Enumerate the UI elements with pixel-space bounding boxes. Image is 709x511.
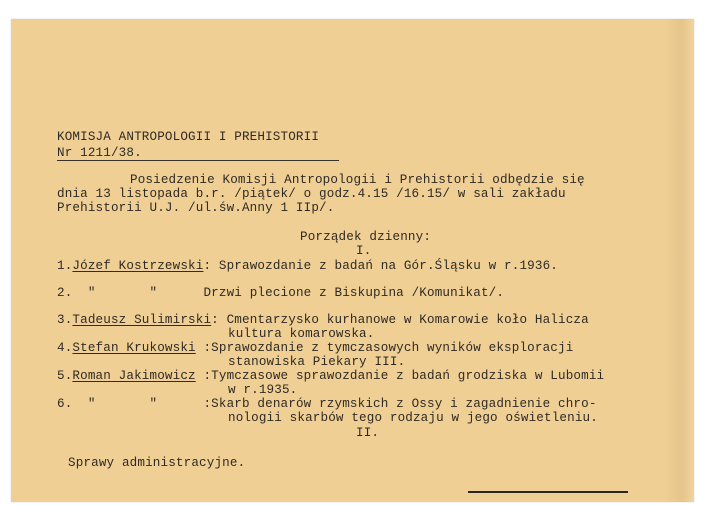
item-number: 3. bbox=[57, 313, 73, 327]
item-separator: : bbox=[211, 313, 227, 327]
item-separator: : bbox=[195, 369, 212, 383]
item-number: 1. bbox=[57, 259, 73, 273]
paper-fold-shadow bbox=[664, 19, 694, 502]
item-text-continuation: w r.1935. bbox=[228, 383, 298, 397]
item-text: Sprawozdanie z tymczasowych wyników eksploracji bbox=[211, 341, 574, 355]
item-number: 2. bbox=[57, 286, 73, 300]
item-separator: : bbox=[203, 259, 219, 273]
commission-title: KOMISJA ANTROPOLOGII I PREHISTORII bbox=[57, 130, 320, 144]
item-text: Cmentarzysko kurhanowe w Komarowie koło Halicza bbox=[226, 313, 589, 327]
item-text-continuation: kultura komarowska. bbox=[228, 327, 375, 341]
bottom-rule bbox=[468, 491, 628, 493]
item-text: Skarb denarów rzymskich z Ossy i zagadnienie chro- bbox=[211, 397, 597, 411]
section-one-numeral: I. bbox=[356, 244, 372, 258]
item-author: Józef Kostrzewski bbox=[72, 259, 204, 273]
item-text: Sprawozdanie z badań na Gór.Śląsku w r.1936. bbox=[218, 259, 559, 273]
agenda-item bbox=[57, 397, 597, 411]
section-two-numeral: II. bbox=[356, 426, 380, 440]
item-author: Tadeusz Sulimirski bbox=[72, 313, 212, 327]
intro-line-3: Prehistorii U.J. /ul.św.Anny 1 IIp/. bbox=[57, 201, 335, 215]
agenda-item bbox=[57, 286, 504, 300]
item-text: Drzwi plecione z Biskupina /Komunikat/. bbox=[203, 286, 505, 300]
item-author: Roman Jakimowicz bbox=[72, 369, 196, 383]
item-number: 6. bbox=[57, 397, 73, 411]
item-author-ditto: " " bbox=[72, 286, 196, 300]
agenda-item bbox=[57, 313, 589, 327]
item-text-continuation: stanowiska Piekary III. bbox=[228, 355, 406, 369]
admin-matters: Sprawy administracyjne. bbox=[68, 456, 246, 470]
item-text: Tymczasowe sprawozdanie z badań grodziska w Lubomii bbox=[211, 369, 605, 383]
intro-line-2: dnia 13 listopada b.r. /piątek/ o godz.4.15 /16.15/ w sali zakładu bbox=[57, 187, 566, 201]
item-separator: : bbox=[195, 341, 212, 355]
item-separator: : bbox=[195, 397, 212, 411]
agenda-title: Porządek dzienny: bbox=[300, 230, 432, 244]
header-underline bbox=[57, 160, 339, 161]
item-text-continuation: nologii skarbów tego rodzaju w jego oświetleniu. bbox=[228, 411, 598, 425]
agenda-item bbox=[57, 341, 573, 355]
document-number: Nr 1211/38. bbox=[57, 146, 142, 160]
agenda-item bbox=[57, 369, 604, 383]
item-number: 5. bbox=[57, 369, 73, 383]
agenda-item bbox=[57, 259, 558, 273]
item-author: Stefan Krukowski bbox=[72, 341, 196, 355]
intro-line-1: Posiedzenie Komisji Antropologii i Prehistorii odbędzie się bbox=[130, 173, 585, 187]
item-number: 4. bbox=[57, 341, 73, 355]
item-author-ditto: " " bbox=[72, 397, 196, 411]
